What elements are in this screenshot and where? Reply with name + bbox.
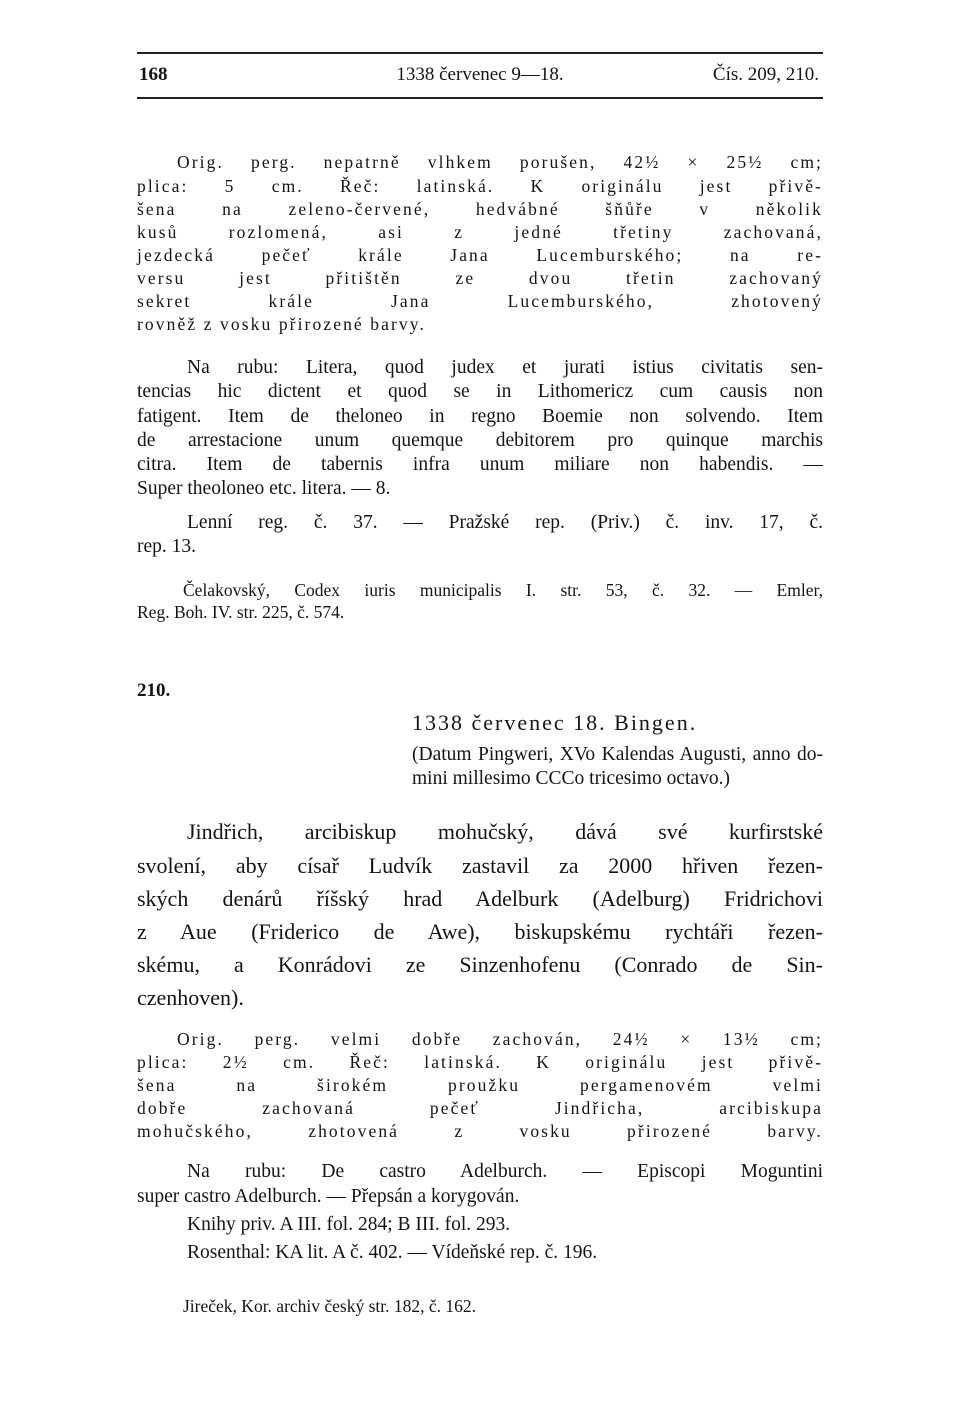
text-line: šena na širokém proužku pergamenovém velmi	[137, 1075, 823, 1095]
text-line: Jindřich, arcibiskup mohučský, dává své kurfirstské	[187, 819, 823, 844]
text-line: citra. Item de tabernis infra unum miliare non habendis. —	[137, 454, 823, 475]
text-line: Čelakovský, Codex iuris municipalis I. str. 53, č. 32. — Emler,	[183, 580, 823, 600]
text-line: tencias hic dictent et quod se in Lithomericz cum causis non	[137, 381, 823, 402]
text-line: plica: 2½ cm. Řeč: latinská. K originálu jest přivě-	[137, 1052, 823, 1072]
text-line: Jireček, Kor. archiv český str. 182, č. 162.	[183, 1296, 477, 1316]
text-line: Rosenthal: KA lit. A č. 402. — Vídeňské rep. č. 196.	[187, 1242, 598, 1263]
text-line: Reg. Boh. IV. str. 225, č. 574.	[137, 602, 345, 622]
text-line: de arrestacione unum quemque debitorem pro quinque marchis	[137, 430, 823, 451]
text-line: Na rubu: Litera, quod judex et jurati istius civitatis sen-	[187, 357, 823, 378]
text-line: z Aue (Friderico de Awe), biskupskému rychtáři řezen-	[137, 919, 823, 944]
header-date: 1338 červenec 9—18.	[396, 64, 564, 85]
text-line: rep. 13.	[137, 536, 197, 557]
text-line: (Datum Pingweri, XVo Kalendas Augusti, anno do-	[412, 744, 823, 765]
text-line: Na rubu: De castro Adelburch. — Episcopi Moguntini	[187, 1161, 823, 1182]
document-number: 210.	[137, 680, 171, 701]
header-rule-top	[137, 52, 823, 54]
page-number: 168	[139, 64, 168, 85]
text-line: dobře zachovaná pečeť Jindřicha, arcibiskupa	[137, 1098, 823, 1118]
text-line: skému, a Konrádovi ze Sinzenhofenu (Conrado de Sin-	[137, 952, 823, 977]
doc210-date-place: 1338 červenec 18. Bingen.	[412, 710, 698, 735]
running-header	[137, 64, 823, 90]
text-line: plica: 5 cm. Řeč: latinská. K originálu jest přivě-	[137, 176, 823, 196]
text-line: Lenní reg. č. 37. — Pražské rep. (Priv.) č. inv. 17, č.	[187, 512, 823, 533]
text-line: czenhoven).	[137, 985, 244, 1010]
text-line: Knihy priv. A III. fol. 284; B III. fol. 293.	[187, 1214, 511, 1235]
text-line: ských denárů říšský hrad Adelburk (Adelburg) Fridrichovi	[137, 886, 823, 911]
text-line: Super theoloneo etc. litera. — 8.	[137, 478, 391, 499]
text-line: fatigent. Item de theloneo in regno Boemie non solvendo. Item	[137, 406, 823, 427]
text-line: super castro Adelburch. — Přepsán a korygován.	[137, 1186, 520, 1207]
text-line: jezdecká pečeť krále Jana Lucemburského; na re-	[137, 245, 823, 265]
text-line: Orig. perg. velmi dobře zachován, 24½ × 13½ cm;	[177, 1029, 823, 1049]
text-line: Orig. perg. nepatrně vlhkem porušen, 42½ × 25½ cm;	[177, 152, 823, 172]
text-line: mohučského, zhotovená z vosku přirozené barvy.	[137, 1121, 823, 1141]
text-line: versu jest přitištěn ze dvou třetin zachovaný	[137, 268, 823, 288]
text-line: rovněž z vosku přirozené barvy.	[137, 314, 426, 334]
text-line: mini millesimo CCCo tricesimo octavo.)	[412, 768, 730, 789]
header-doc-numbers: Čís. 209, 210.	[712, 64, 819, 85]
text-line: kusů rozlomená, asi z jedné třetiny zachovaná,	[137, 222, 823, 242]
header-rule-bottom	[137, 97, 823, 99]
text-line: šena na zeleno-červené, hedvábné šňůře v několik	[137, 199, 823, 219]
text-line: svolení, aby císař Ludvík zastavil za 2000 hřiven řezen-	[137, 853, 823, 878]
text-line: sekret krále Jana Lucemburského, zhotovený	[137, 291, 823, 311]
